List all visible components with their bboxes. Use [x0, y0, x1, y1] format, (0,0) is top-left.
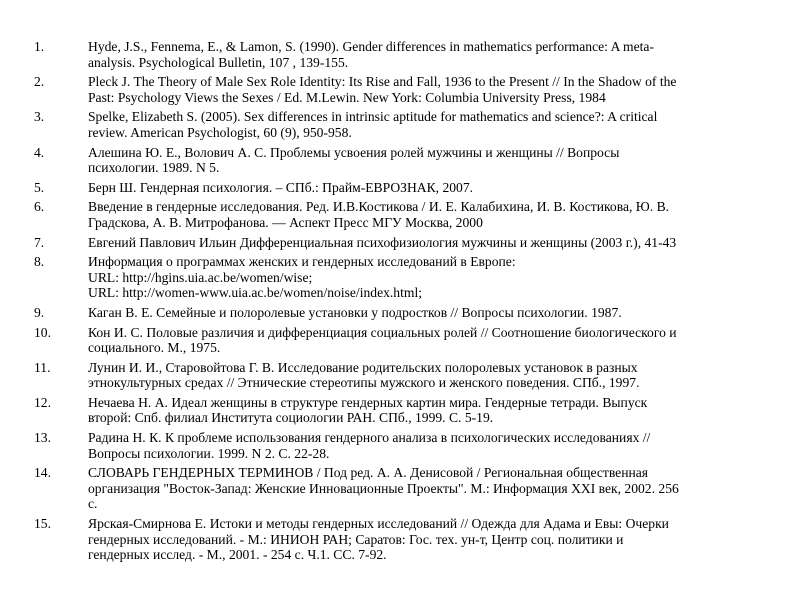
reference-text: [88, 516, 776, 563]
reference-line: Кон И. С. Половые различия и дифференциация социальных ролей // Соотношение биологического и: [88, 324, 677, 340]
reference-number: 2.: [34, 74, 45, 90]
reference-item-14: [34, 465, 776, 512]
reference-item-13: [34, 430, 776, 461]
reference-item-2: [34, 74, 776, 105]
reference-item-9: [34, 305, 776, 321]
reference-line: Hyde, J.S., Fennema, E., & Lamon, S. (1990). Gender differences in mathematics performance: A meta-: [88, 39, 654, 54]
reference-line: психологии. 1989. N 5.: [88, 160, 220, 176]
reference-line: Каган В. Е. Семейные и полоролевые установки у подростков // Вопросы психологии. 1987.: [88, 304, 622, 320]
reference-item-15: [34, 516, 776, 563]
reference-text: [88, 254, 776, 301]
reference-item-1: [34, 39, 776, 70]
reference-line: гендерных исследований. - М.: ИНИОН РАН; Саратов: Гос. тех. ун-т, Центр соц. политики и: [88, 531, 624, 547]
reference-number: 15.: [34, 516, 51, 532]
reference-number: 6.: [34, 199, 45, 215]
reference-line: этнокультурных средах // Этнические стереотипы мужского и женского поведения. СПб., 1997.: [88, 375, 640, 391]
reference-text: [88, 360, 776, 391]
reference-line: Введение в гендерные исследования. Ред. И.В.Костикова / И. Е. Калабихина, И. В. Костикова, Ю. В.: [88, 199, 670, 215]
reference-line: Нечаева Н. А. Идеал женщины в структуре гендерных картин мира. Гендерные тетради. Выпуск: [88, 394, 648, 410]
reference-url-line: URL: http://women-www.uia.ac.be/women/noise/index.html;: [88, 285, 422, 301]
reference-line: Spelke, Elizabeth S. (2005). Sex differences in intrinsic aptitude for mathematics and science?: A critical: [88, 109, 658, 125]
reference-line: Градскова, А. В. Митрофанова. — Аспект Пресс МГУ Москва, 2000: [88, 214, 483, 230]
reference-line: гендерных исслед. - М., 2001. - 254 с. Ч.1. СС. 7-92.: [88, 547, 387, 563]
reference-number: 10.: [34, 324, 51, 340]
reference-line: Вопросы психологии. 1999. N 2. С. 22-28.: [88, 445, 330, 461]
reference-text: [88, 430, 776, 461]
reference-item-7: [34, 235, 776, 251]
reference-text: [88, 199, 776, 230]
reference-number: 3.: [34, 109, 45, 125]
reference-number: 11.: [34, 359, 51, 375]
reference-text: [88, 465, 776, 512]
reference-line: review. American Psychologist, 60 (9), 950-958.: [88, 124, 352, 140]
reference-text: [88, 109, 776, 140]
reference-line: Ярская-Смирнова Е. Истоки и методы гендерных исследований // Одежда для Адама и Евы: Очерки: [88, 516, 669, 532]
reference-line: организация "Восток-Запад: Женские Инновационные Проекты". М.: Информация XXI век, 2002. 256: [88, 480, 679, 496]
reference-number: 8.: [34, 254, 45, 270]
reference-number: 7.: [34, 234, 45, 250]
reference-line: социального. М., 1975.: [88, 340, 221, 356]
reference-item-8: [34, 254, 776, 301]
reference-text: [88, 39, 776, 70]
reference-line: с.: [88, 496, 98, 512]
reference-text: [88, 180, 776, 196]
reference-text: [88, 145, 776, 176]
reference-number: 14.: [34, 465, 51, 481]
reference-line: СЛОВАРЬ ГЕНДЕРНЫХ ТЕРМИНОВ / Под ред. А. А. Денисовой / Региональная общественная: [88, 465, 649, 481]
reference-line: Радина Н. К. К проблеме использования гендерного анализа в психологических исследованиях //: [88, 430, 651, 446]
reference-line: Евгений Павлович Ильин Дифференциальная психофизиология мужчины и женщины (2003 г.), 41-43: [88, 234, 677, 250]
reference-text: [88, 325, 776, 356]
reference-line: Информация о программах женских и гендерных исследований в Европе:: [88, 254, 516, 270]
reference-text: [88, 235, 776, 251]
reference-item-3: [34, 109, 776, 140]
reference-line: Алешина Ю. Е., Волович А. С. Проблемы усвоения ролей мужчины и женщины // Вопросы: [88, 144, 620, 160]
reference-list: [34, 39, 776, 567]
reference-number: 9.: [34, 304, 45, 320]
reference-number: 5.: [34, 179, 45, 195]
reference-text: [88, 395, 776, 426]
reference-number: 13.: [34, 430, 51, 446]
reference-text: [88, 305, 776, 321]
reference-line: Pleck J. The Theory of Male Sex Role Identity: Its Rise and Fall, 1936 to the Present // In the Shadow of the: [88, 74, 677, 90]
reference-item-4: [34, 145, 776, 176]
reference-line: Лунин И. И., Старовойтова Г. В. Исследование родительских полоролевых установок в разных: [88, 359, 638, 375]
reference-number: 4.: [34, 144, 45, 160]
reference-item-6: [34, 199, 776, 230]
reference-text: [88, 74, 776, 105]
reference-line: analysis. Psychological Bulletin, 107 , 139-155.: [88, 54, 349, 70]
reference-item-11: [34, 360, 776, 391]
reference-line: второй: Спб. филиал Института социологии РАН. СПб., 1999. С. 5-19.: [88, 410, 494, 426]
reference-line: Берн Ш. Гендерная психология. – СПб.: Прайм-ЕВРОЗНАК, 2007.: [88, 179, 474, 195]
reference-item-10: [34, 325, 776, 356]
reference-number: 1.: [34, 39, 45, 54]
reference-line: Past: Psychology Views the Sexes / Ed. M.Lewin. New York: Columbia University Press, 1984: [88, 89, 606, 105]
reference-number: 12.: [34, 394, 51, 410]
reference-item-12: [34, 395, 776, 426]
reference-item-5: [34, 180, 776, 196]
reference-url-line: URL: http://hgins.uia.ac.be/women/wise;: [88, 269, 313, 285]
